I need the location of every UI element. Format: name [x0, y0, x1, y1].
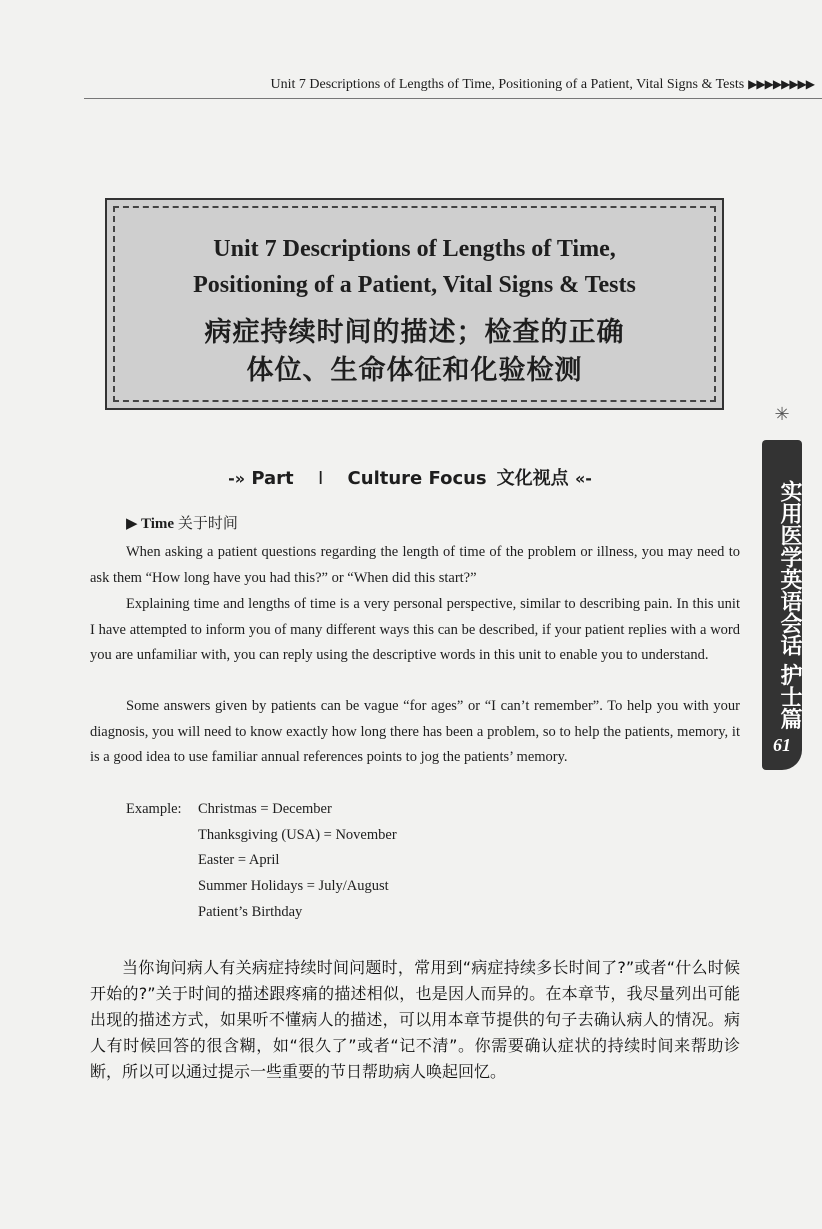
header-rule: [84, 98, 822, 99]
section-title: Time: [141, 516, 175, 532]
example-list: [126, 797, 397, 926]
paragraph-3: [90, 694, 740, 771]
sparkle-icon: ✳: [774, 404, 790, 424]
paragraph-1: [90, 540, 740, 591]
example-item: Summer Holidays = July/August: [198, 878, 389, 895]
running-header: [80, 77, 822, 97]
unit-title-box: [105, 198, 724, 410]
paragraph-text: Some answers given by patients can be vague “for ages” or “I can’t remember”. To help you with your diagnosis, you will need to know exactly how long there has been a problem, so to help the patients, memory, it is a good idea to use familiar annual references points to jog the patients’ memory.: [90, 698, 740, 765]
paragraph-2: [90, 592, 740, 669]
title-line-2: Positioning of a Patient, Vital Signs & Tests: [193, 272, 636, 298]
example-item: Easter = April: [198, 852, 280, 869]
example-item: Christmas = December: [198, 801, 332, 817]
part-heading: [100, 464, 720, 490]
running-title: Unit 7 Descriptions of Lengths of Time, Positioning of a Patient, Vital Signs & Tests: [270, 77, 745, 92]
example-item: Thanksgiving (USA) = November: [198, 826, 397, 843]
section-title-zh: 关于时间: [177, 514, 238, 532]
title-line-3-zh: 病症持续时间的描述；检查的正确: [204, 317, 625, 348]
left-ornament-icon: -»: [228, 469, 246, 488]
part-title: Culture Focus: [347, 468, 487, 489]
section-heading: [126, 512, 238, 533]
part-label: Part: [251, 468, 294, 489]
paragraph-text: When asking a patient questions regarding the length of time of the problem or illness, you may need to ask them “How long have you had this?” or “When did this start?”: [90, 544, 740, 586]
example-label: Example:: [126, 801, 182, 817]
part-numeral: Ⅰ: [317, 468, 324, 489]
header-arrows: ▶▶▶▶▶▶▶▶: [748, 77, 814, 91]
paragraph-text: Explaining time and lengths of time is a very personal perspective, similar to describing pain. In this unit I have attempted to inform you of many different ways this can be described, if your patient replies with a word you are unfamiliar with, you can reply using the descriptive words in this unit to enable you to understand.: [90, 596, 740, 663]
title-line-4-zh: 体位、生命体征和化验检测: [246, 355, 583, 386]
side-tab: [762, 440, 802, 770]
example-item: Patient’s Birthday: [198, 903, 303, 920]
right-ornament-icon: «-: [574, 469, 592, 488]
triangle-marker-icon: ▶: [126, 516, 138, 532]
chinese-paragraph: 当你询问病人有关病症持续时间问题时，常用到“病症持续多长时间了?”或者“什么时候开始的?”关于时间的描述跟疼痛的描述相似，也是因人而异的。在本章节，我尽量列出可能出现的描述方式，如果听不懂病人的描述，可以用本章节提供的句子去确认病人的情况。病人有时候回答的很含糊，如“很久了”或者“记不清”。你需要确认症状的持续时间来帮助诊断，所以可以通过提示一些重要的节日帮助病人唤起回忆。: [90, 958, 740, 1081]
part-title-zh: 文化视点: [496, 468, 569, 489]
page-number: 61: [773, 735, 791, 755]
title-line-1: Unit 7 Descriptions of Lengths of Time,: [213, 236, 616, 262]
side-tab-text: 实用医学英语会话 护士篇: [777, 480, 802, 730]
